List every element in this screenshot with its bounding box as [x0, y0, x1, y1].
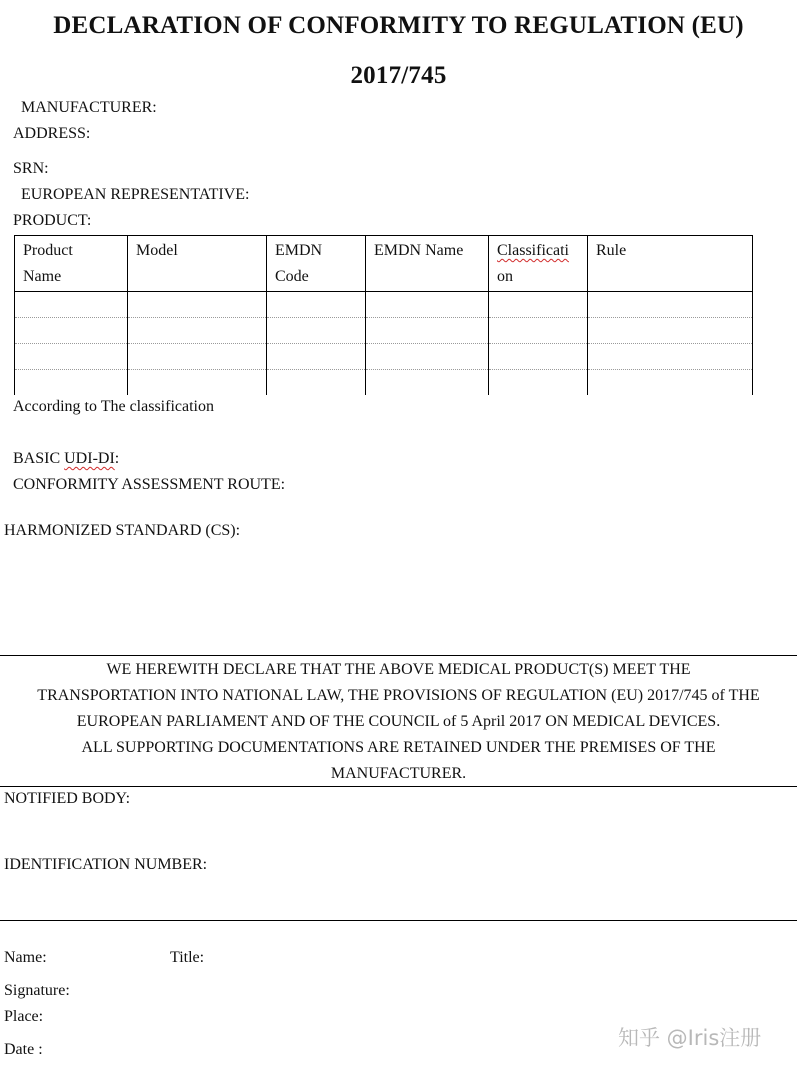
table-cell[interactable]	[15, 318, 128, 344]
declaration-line: ALL SUPPORTING DOCUMENTATIONS ARE RETAINED UNDER THE PREMISES OF THE	[81, 739, 716, 756]
title-label: Title:	[170, 949, 205, 966]
table-cell[interactable]	[588, 370, 753, 396]
product-label: PRODUCT:	[13, 212, 92, 229]
declaration-statement	[0, 657, 797, 787]
name-label: Name:	[4, 949, 47, 966]
table-cell[interactable]	[366, 318, 489, 344]
section-divider	[0, 655, 797, 656]
declaration-line: WE HEREWITH DECLARE THAT THE ABOVE MEDICAL PRODUCT(S) MEET THE	[106, 661, 691, 678]
table-cell[interactable]	[366, 292, 489, 318]
identification-number-label: IDENTIFICATION NUMBER:	[4, 856, 208, 873]
header-emdn-code: EMDN Code	[267, 236, 366, 292]
notified-body-label: NOTIFIED BODY:	[4, 790, 131, 807]
address-label: ADDRESS:	[13, 125, 91, 142]
table-row	[15, 370, 753, 396]
table-cell[interactable]	[15, 292, 128, 318]
place-label: Place:	[4, 1008, 44, 1025]
harmonized-standard-label: HARMONIZED STANDARD (CS):	[4, 522, 241, 539]
table-cell[interactable]	[588, 318, 753, 344]
manufacturer-label: MANUFACTURER:	[21, 99, 157, 116]
document-title: DECLARATION OF CONFORMITY TO REGULATION (EU)	[53, 12, 744, 39]
table-cell[interactable]	[489, 344, 588, 370]
declaration-line: MANUFACTURER.	[330, 765, 467, 782]
table-cell[interactable]	[15, 344, 128, 370]
table-cell[interactable]	[489, 318, 588, 344]
basic-udi-di-label: BASIC UDI-DI:	[13, 450, 120, 467]
table-row	[15, 318, 753, 344]
header-emdn-name: EMDN Name	[366, 236, 489, 292]
header-rule: Rule	[588, 236, 753, 292]
classification-note: According to The classification	[13, 398, 214, 415]
table-cell[interactable]	[366, 370, 489, 396]
table-cell[interactable]	[128, 318, 267, 344]
table-cell[interactable]	[267, 370, 366, 396]
european-representative-label: EUROPEAN REPRESENTATIVE:	[21, 186, 250, 203]
table-cell[interactable]	[267, 292, 366, 318]
table-cell[interactable]	[588, 292, 753, 318]
header-product-name: Product Name	[15, 236, 128, 292]
product-table-header-row	[15, 236, 753, 292]
table-cell[interactable]	[128, 370, 267, 396]
declaration-line: EUROPEAN PARLIAMENT AND OF THE COUNCIL of 5 April 2017 ON MEDICAL DEVICES.	[76, 713, 721, 730]
table-cell[interactable]	[489, 370, 588, 396]
date-label: Date :	[4, 1041, 43, 1058]
watermark: 知乎 @Iris注册	[618, 1026, 762, 1050]
section-divider	[0, 786, 797, 787]
product-table	[14, 235, 753, 395]
table-cell[interactable]	[267, 344, 366, 370]
declaration-line: TRANSPORTATION INTO NATIONAL LAW, THE PROVISIONS OF REGULATION (EU) 2017/745 of THE	[37, 687, 760, 704]
table-cell[interactable]	[128, 344, 267, 370]
table-cell[interactable]	[588, 344, 753, 370]
table-cell[interactable]	[366, 344, 489, 370]
srn-label: SRN:	[13, 160, 49, 177]
table-cell[interactable]	[15, 370, 128, 396]
table-row	[15, 344, 753, 370]
header-classification: Classificati on	[489, 236, 588, 292]
table-cell[interactable]	[267, 318, 366, 344]
section-divider	[0, 920, 797, 921]
table-row	[15, 292, 753, 318]
table-cell[interactable]	[489, 292, 588, 318]
header-model: Model	[128, 236, 267, 292]
signature-label: Signature:	[4, 982, 70, 999]
regulation-number: 2017/745	[350, 62, 447, 89]
conformity-route-label: CONFORMITY ASSESSMENT ROUTE:	[13, 476, 286, 493]
table-cell[interactable]	[128, 292, 267, 318]
